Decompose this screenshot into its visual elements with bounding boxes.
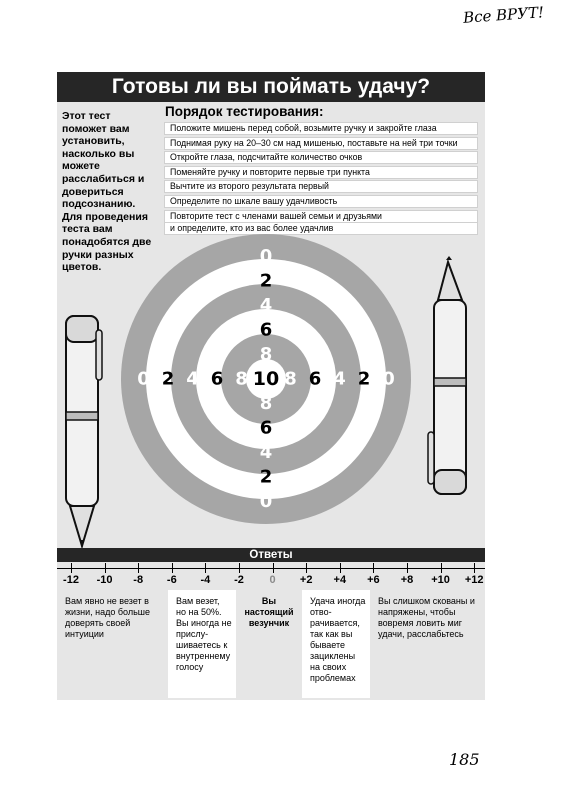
step-item: и определите, кто из вас более удачлив <box>164 222 478 235</box>
ring-score-label: 10 <box>252 368 280 390</box>
scale-tick-label: +12 <box>464 574 484 586</box>
step-item: Положите мишень перед собой, возьмите ручку и закройте глаза <box>164 122 478 135</box>
scale-tick <box>474 563 475 573</box>
answers-bar <box>57 548 485 562</box>
ring-score-label: 6 <box>259 417 273 439</box>
ring-score-label: 6 <box>308 368 322 390</box>
ring-score-label: 6 <box>259 319 273 341</box>
result-description: Удача иногда отво-рачивается, так как вы бываете зациклены на своих проблемах <box>302 590 370 698</box>
page-number: 185 <box>449 750 480 769</box>
scale-tick-label: -4 <box>200 574 211 586</box>
ring-score-label: 4 <box>259 295 273 316</box>
ring-score-label: 8 <box>259 344 273 365</box>
scale-line <box>57 568 485 569</box>
ring-score-label: 0 <box>137 368 150 390</box>
answers-title: Ответы <box>249 549 293 561</box>
ring-score-label: 0 <box>259 491 273 512</box>
scale-tick <box>441 563 442 573</box>
scale-tick <box>239 563 240 573</box>
scale-tick-label: +10 <box>431 574 450 586</box>
scale-tick-label: +6 <box>367 574 380 586</box>
step-item: Повторите тест с членами вашей семьи и друзьями <box>164 210 478 222</box>
ring-score-label: 2 <box>161 368 175 390</box>
ring-score-label: 2 <box>259 270 273 292</box>
result-description: Вы слишком скованы и напряжены, чтобы вовремя ловить миг удачи, расслабьтесь <box>370 590 485 698</box>
ring-score-label: 6 <box>210 368 224 390</box>
scale-tick-label: -10 <box>96 574 113 586</box>
page-title: Готовы ли вы поймать удачу? <box>57 72 485 102</box>
result-description: Вам явно не везет в жизни, надо больше доверять своей интуиции <box>57 590 168 698</box>
ring-score-label: 8 <box>235 368 248 390</box>
steps-title: Порядок тестирования: <box>165 104 324 119</box>
scale-tick <box>205 563 206 573</box>
step-item: Поднимая руку на 20–30 см над мишенью, поставьте на ней три точки <box>164 137 478 150</box>
scale-tick-label: +8 <box>400 574 414 586</box>
ring-score-label: 0 <box>259 246 273 267</box>
left-pen-icon <box>66 316 102 550</box>
step-item: Откройте глаза, подсчитайте количество очков <box>164 151 478 164</box>
ring-score-label: 4 <box>333 368 346 390</box>
step-item: Поменяйте ручку и повторите первые три пункта <box>164 166 478 179</box>
ring-score-label: 2 <box>357 368 371 390</box>
intro-text: Этот тест поможет вам установить, насколько вы можете расслабиться и довериться подсознанию. Для проведения теста вам понадобятся две ручки разных цветов. <box>62 110 152 274</box>
result-description: Вам везет, но на 50%. Вы иногда не прислу-шиваетесь к внутреннему голосу <box>168 590 236 698</box>
scale-tick-label: -6 <box>166 574 177 586</box>
scale-tick-label: -8 <box>133 574 144 586</box>
scale-tick-label: -2 <box>234 574 244 586</box>
scale-tick-label: +4 <box>333 574 347 586</box>
handwritten-note: Все ВРУТ! <box>462 3 545 27</box>
scale-tick-label: +2 <box>299 574 313 586</box>
scale-tick <box>407 563 408 573</box>
scale-tick <box>340 563 341 573</box>
ring-score-label: 2 <box>259 466 273 488</box>
ring-score-label: 8 <box>284 368 297 390</box>
scale-tick <box>71 563 72 573</box>
ring-score-label: 8 <box>259 393 273 414</box>
ring-score-label: 4 <box>186 368 199 390</box>
step-item: Вычтите из второго результата первый <box>164 180 478 193</box>
scale-tick <box>273 563 274 573</box>
scale-tick-label: 0 <box>269 574 276 586</box>
ring-score-label: 0 <box>382 368 395 390</box>
right-pen-icon <box>428 256 466 494</box>
ring-score-label: 4 <box>259 442 273 463</box>
scale-tick <box>306 563 307 573</box>
result-description: Вы настоящий везунчик <box>236 590 302 698</box>
scale-tick <box>138 563 139 573</box>
scale-tick <box>105 563 106 573</box>
scale-tick <box>373 563 374 573</box>
scale-tick-label: -12 <box>63 574 79 586</box>
scale-tick <box>172 563 173 573</box>
step-item: Определите по шкале вашу удачливость <box>164 195 478 208</box>
